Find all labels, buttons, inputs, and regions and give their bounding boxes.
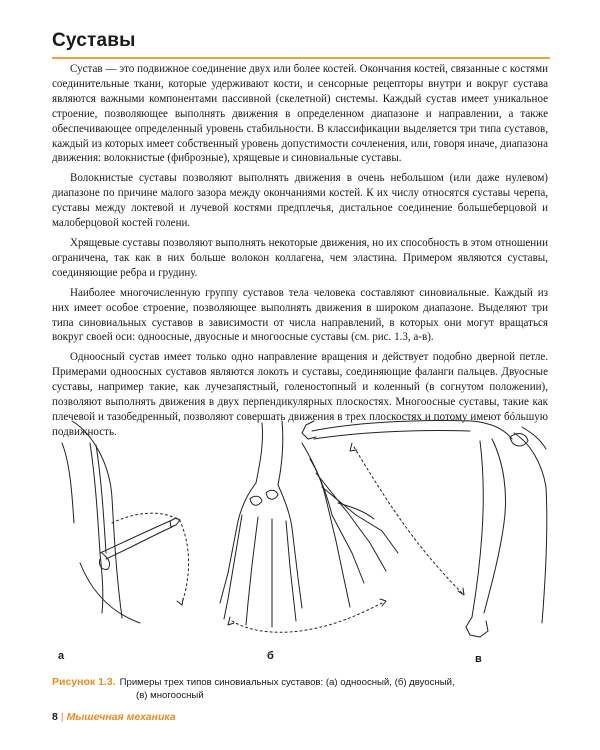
caption-line-1: Примеры трех типов синовиальных суставов: (а) одноосный, (б) двуосный, <box>119 677 455 688</box>
joints-illustration <box>52 403 552 665</box>
paragraph-5: Одноосный сустав имеет только одно направление вращения и действует подобно дверной петле. Примерами одноосных суставов являются локоть и суставы, соединяющие фаланги пальцев. Двуосные суставы, например такие, как лучезапястный, голеностопный и коленный (в согнутом положении), позволяют выполнять движения в двух перпендикулярных плоскостях. Многоосные суставы, такие как плечевой и тазобедренный, позволяют совершать движения в трех плоскостях и потому имеют бóльшую подвижность. <box>52 351 548 438</box>
page-footer <box>52 711 176 723</box>
title-underline <box>52 57 550 59</box>
body-text <box>52 62 548 445</box>
figure-caption <box>52 676 552 702</box>
biaxial-hand-drawing <box>220 421 398 632</box>
paragraph-4: Наиболее многочисленную группу суставов тела человека составляют синовиальные. Каждый из них имеет особое строение, позволяющее выполнять движения в широком диапазоне. Выделяют три типа синовиальных суставов в зависимости от числа направлений, в которых они могут вращаться вокруг своей оси: одноосные, двуосные и многоосные суставы (см. рис. 1.3, а-в). <box>52 286 548 344</box>
section-title: Суставы <box>52 30 136 51</box>
panel-label-c: в <box>475 653 482 665</box>
book-title: Мышечная механика <box>66 711 176 723</box>
panel-label-a: а <box>58 650 65 662</box>
paragraph-3: Хрящевые суставы позволяют выполнять некоторые движения, но их способность в этом отношении ограничена, так как в них больше волокон коллагена, чем эластина. Примером являются суставы, соединяющие ребра и грудину. <box>52 236 548 279</box>
caption-line-2: (в) многоосный <box>136 689 204 701</box>
paragraph-1: Сустав — это подвижное соединение двух или более костей. Окончания костей, связанные с костями соединительные ткани, которые удерживают кости, и сенсорные рецепторы внутри и вокруг сустава являются важными компонентами пассивной (скелетной) системы. Каждый сустав имеет уникальное строение, позволяющее выполнять движения в определенном диапазоне и направлении, а также обеспечивающее определенный уровень стабильности. В классификации выделяется три типа суставов, каждый из которых имеет собственный уровень допустимости сочленения, или, говоря иначе, диапазона движения: волокнистые (фиброзные), хрящевые и синовиальные суставы. <box>52 63 548 165</box>
uniaxial-elbow-drawing <box>62 421 189 623</box>
panel-label-b: б <box>267 650 274 662</box>
paragraph-2: Волокнистые суставы позволяют выполнять движения в очень небольшом (или даже нулевом) диапазоне по причине малого зазора между окончаниями костей. К их числу относятся суставы черепа, суставы между локтевой и лучевой костями предплечья, дистальное соединение большеберцовой и малоберцовой костей голени. <box>52 172 548 230</box>
page-number: 8 <box>52 711 58 723</box>
figure-1-3 <box>52 403 552 665</box>
caption-label: Рисунок 1.3. <box>52 676 116 688</box>
footer-separator: | <box>60 711 64 723</box>
